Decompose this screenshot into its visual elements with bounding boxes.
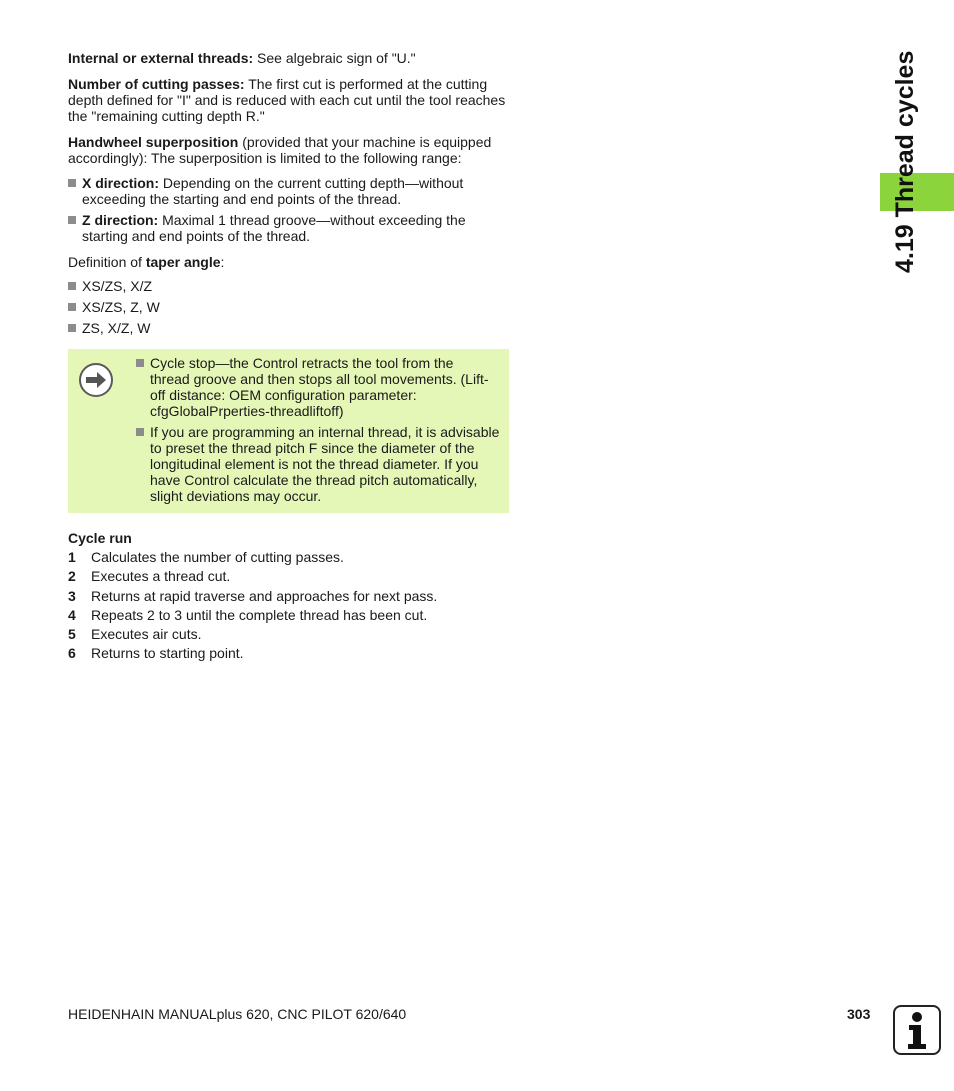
- bullet-square-icon: [68, 303, 76, 311]
- bullet-square-icon: [68, 324, 76, 332]
- para-internal-threads: Internal or external threads: See algebraic sign of "U.": [68, 50, 416, 66]
- bullet-square-icon: [68, 179, 76, 187]
- bullet-square-icon: [68, 282, 76, 290]
- para-handwheel: Handwheel superposition (provided that your machine is equipped accordingly): The superposition is limited to the following range:: [68, 134, 492, 166]
- step-item: 2 Executes a thread cut.: [68, 568, 231, 585]
- list-item: ZS, X/Z, W: [68, 320, 510, 336]
- term-handwheel: Handwheel superposition: [68, 134, 239, 150]
- term-cutting-passes: Number of cutting passes:: [68, 76, 245, 92]
- cycle-run-steps: [68, 549, 510, 665]
- info-icon: [893, 1005, 941, 1055]
- arrow-right-icon: [79, 363, 113, 397]
- term-internal-threads: Internal or external threads:: [68, 50, 254, 66]
- step-item: 1 Calculates the number of cutting passes.: [68, 549, 344, 565]
- list-item: XS/ZS, Z, W: [68, 299, 510, 315]
- step-item: 6 Returns to starting point.: [68, 645, 244, 662]
- step-item: 3 Returns at rapid traverse and approaches for next pass.: [68, 587, 438, 604]
- note-box: [68, 349, 509, 513]
- range-list: [68, 175, 510, 244]
- note-item: If you are programming an internal thread, it is advisable to preset the thread pitch F since the diameter of the longitudinal element is not the thread diameter. If you have Control calculate the thread pitch automatically, slight deviations may occur.: [136, 424, 500, 504]
- bullet-square-icon: [68, 216, 76, 224]
- note-text: [136, 355, 500, 509]
- section-title: 4.19 Thread cycles: [891, 50, 919, 273]
- page-number: 303: [847, 1006, 871, 1022]
- list-item: X direction: Depending on the current cutting depth—without exceeding the starting and end points of the thread.: [68, 175, 510, 207]
- list-item: XS/ZS, X/Z: [68, 278, 510, 294]
- step-item: 4 Repeats 2 to 3 until the complete thread has been cut.: [68, 606, 428, 623]
- taper-list: [68, 278, 510, 336]
- bullet-square-icon: [136, 428, 144, 436]
- cycle-run-heading: Cycle run: [68, 530, 132, 546]
- note-item: Cycle stop—the Control retracts the tool from the thread groove and then stops all tool movements. (Lift- off distance: OEM configuration parameter: cfgGlobalPrperties-threadliftoff): [136, 355, 500, 419]
- step-item: 5 Executes air cuts.: [68, 626, 202, 643]
- footer-manual-name: HEIDENHAIN MANUALplus 620, CNC PILOT 620/640: [68, 1006, 407, 1022]
- para-cutting-passes: Number of cutting passes: The first cut is performed at the cutting depth defined for "I" and is reduced with each cut until the tool reaches the "remaining cutting depth R.": [68, 76, 506, 124]
- bullet-square-icon: [136, 359, 144, 367]
- taper-definition: Definition of taper angle:: [68, 254, 225, 270]
- list-item: Z direction: Maximal 1 thread groove—without exceeding the starting and end points of the thread.: [68, 212, 510, 244]
